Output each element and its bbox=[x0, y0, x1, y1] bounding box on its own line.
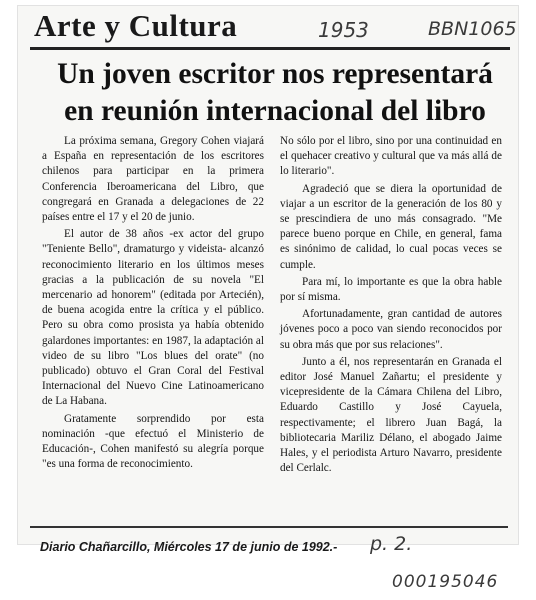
article-column-left bbox=[42, 134, 264, 474]
footer-rule bbox=[30, 526, 508, 528]
publication-footer: Diario Chañarcillo, Miércoles 17 de junio de 1992.- bbox=[40, 540, 338, 554]
paragraph: Agradeció que se diera la oportunidad de viajar a un escritor de la generación de los 80 y se prescindiera de uno más consagrado. "Me parece bueno porque en Chile, en general, fama es sinónimo de calidad, lo cual pocas veces se cumple. bbox=[280, 182, 502, 271]
article-headline: Un joven escritor nos representará en reunión internacional del libro bbox=[57, 58, 493, 127]
paragraph: Afortunadamente, gran cantidad de autores jóvenes poco a poco van siendo reconocidos por su obra más que por sus relaciones". bbox=[280, 308, 502, 351]
paragraph: No sólo por el libro, sino por una continuidad en el quehacer creativo y cultural que va más allá de lo literario". bbox=[280, 135, 502, 178]
paragraph: Para mí, lo importante es que la obra hable por sí misma. bbox=[280, 275, 502, 304]
paragraph: El autor de 38 años -ex actor del grupo "Teniente Bello", dramaturgo y videista- alcanzó reconocimiento literario en los últimos meses gracias a la publicación de su novela "El mercenario ad honorem" (editada por Artecién), de buena acogida entre la crítica y el público. Pero su obra como prosista ya había obtenido galardones importantes: en 1987, la adaptación al video de su libro "Los blues del orate" (no publicado) obtuvo el Gran Coral del Festival Internacional del Nuevo Cine Latinoamericano de La Habana. bbox=[42, 228, 264, 408]
paragraph: Junto a él, nos representarán en Granada el editor José Manuel Zañartu; el presidente y vicepresidente de la Cámara Chilena del Libro, Eduardo Castillo y José Cayuela, respectivamente; el librero Juan Bagá, la bibliotecaria Mariliz Délano, el abogado Jaime Hales, y el periodista Arturo Navarro, presidente del Cerlalc. bbox=[280, 355, 502, 475]
handwritten-id: 000195046 bbox=[392, 572, 499, 592]
handwritten-page: p. 2. bbox=[370, 533, 413, 555]
paragraph: La próxima semana, Gregory Cohen viajará a España en representación de los escritores chilenos para participar en la primera Conferencia Iberoamericana del Libro, que congregará en Granada a delegaciones de 22 países entre el 17 y el 20 de junio. bbox=[42, 135, 264, 224]
handwritten-code: BBN1065 bbox=[428, 18, 517, 40]
article-column-right bbox=[280, 134, 502, 478]
section-title: Arte y Cultura bbox=[34, 8, 238, 43]
paragraph: Gratamente sorprendido por esta nominación -que efectuó el Ministerio de Educación-, Cohen manifestó su alegría porque "es una forma de reconocimiento. bbox=[42, 412, 264, 471]
handwritten-year: 1953 bbox=[318, 18, 369, 42]
